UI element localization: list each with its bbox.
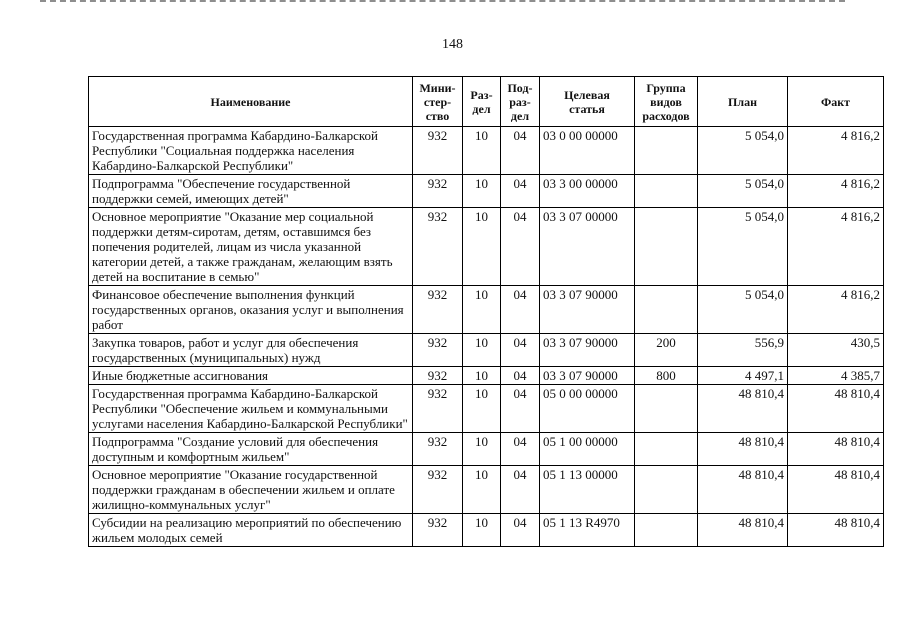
row-plan: 48 810,4 <box>698 466 788 514</box>
row-fact: 48 810,4 <box>788 514 884 547</box>
header-fact: Факт <box>788 77 884 127</box>
row-ministry: 932 <box>413 208 463 286</box>
row-section: 10 <box>463 286 501 334</box>
row-subsection: 04 <box>501 385 540 433</box>
table-row <box>89 208 884 286</box>
row-target: 03 3 07 90000 <box>540 286 635 334</box>
row-section: 10 <box>463 208 501 286</box>
row-name: Иные бюджетные ассигнования <box>89 367 413 385</box>
row-plan: 5 054,0 <box>698 208 788 286</box>
row-target: 05 1 00 00000 <box>540 433 635 466</box>
row-target: 05 1 13 R4970 <box>540 514 635 547</box>
row-target: 03 3 07 00000 <box>540 208 635 286</box>
row-section: 10 <box>463 175 501 208</box>
row-subsection: 04 <box>501 286 540 334</box>
row-target: 03 3 07 90000 <box>540 367 635 385</box>
row-ministry: 932 <box>413 385 463 433</box>
header-name: Наименование <box>89 77 413 127</box>
row-name: Подпрограмма "Создание условий для обеспечения доступным и комфортным жильем" <box>89 433 413 466</box>
table-row <box>89 175 884 208</box>
header-section: Раз- дел <box>463 77 501 127</box>
row-subsection: 04 <box>501 433 540 466</box>
row-plan: 4 497,1 <box>698 367 788 385</box>
row-plan: 48 810,4 <box>698 433 788 466</box>
budget-table <box>88 76 884 547</box>
row-group <box>635 286 698 334</box>
row-group: 200 <box>635 334 698 367</box>
row-section: 10 <box>463 466 501 514</box>
row-fact: 48 810,4 <box>788 385 884 433</box>
header-row <box>89 77 884 127</box>
row-subsection: 04 <box>501 208 540 286</box>
scan-edge-artifact <box>40 0 845 4</box>
row-subsection: 04 <box>501 367 540 385</box>
table-row <box>89 286 884 334</box>
row-subsection: 04 <box>501 466 540 514</box>
table-row <box>89 466 884 514</box>
table-row <box>89 385 884 433</box>
row-fact: 4 816,2 <box>788 127 884 175</box>
table-row <box>89 514 884 547</box>
row-fact: 48 810,4 <box>788 466 884 514</box>
row-target: 05 0 00 00000 <box>540 385 635 433</box>
row-target: 03 3 00 00000 <box>540 175 635 208</box>
row-plan: 556,9 <box>698 334 788 367</box>
row-name: Основное мероприятие "Оказание государственной поддержки гражданам в обеспечении жильем и оплате жилищно-коммунальных услуг" <box>89 466 413 514</box>
row-ministry: 932 <box>413 127 463 175</box>
row-subsection: 04 <box>501 127 540 175</box>
row-ministry: 932 <box>413 433 463 466</box>
row-fact: 430,5 <box>788 334 884 367</box>
row-group: 800 <box>635 367 698 385</box>
page-number: 148 <box>442 37 463 52</box>
row-section: 10 <box>463 127 501 175</box>
row-name: Субсидии на реализацию мероприятий по обеспечению жильем молодых семей <box>89 514 413 547</box>
row-name: Подпрограмма "Обеспечение государственной поддержки семей, имеющих детей" <box>89 175 413 208</box>
header-subsection: Под- раз- дел <box>501 77 540 127</box>
row-group <box>635 208 698 286</box>
row-plan: 5 054,0 <box>698 127 788 175</box>
row-plan: 48 810,4 <box>698 514 788 547</box>
row-name: Государственная программа Кабардино-Балкарской Республики "Социальная поддержка населения Кабардино-Балкарской Республики" <box>89 127 413 175</box>
row-section: 10 <box>463 385 501 433</box>
row-group <box>635 175 698 208</box>
table-row <box>89 367 884 385</box>
row-name: Финансовое обеспечение выполнения функций государственных органов, оказания услуг и выполнения работ <box>89 286 413 334</box>
row-section: 10 <box>463 514 501 547</box>
row-target: 03 3 07 90000 <box>540 334 635 367</box>
row-group <box>635 514 698 547</box>
row-plan: 5 054,0 <box>698 175 788 208</box>
table-row <box>89 127 884 175</box>
row-section: 10 <box>463 334 501 367</box>
row-group <box>635 127 698 175</box>
row-ministry: 932 <box>413 334 463 367</box>
row-name: Основное мероприятие "Оказание мер социальной поддержки детям-сиротам, детям, оставшимся без попечения родителей, лицам из числа указанной категории детей, а также гражданам, желающим взять детей на воспитание в семью" <box>89 208 413 286</box>
row-ministry: 932 <box>413 466 463 514</box>
row-name: Закупка товаров, работ и услуг для обеспечения государственных (муниципальных) нужд <box>89 334 413 367</box>
row-ministry: 932 <box>413 367 463 385</box>
table-row <box>89 334 884 367</box>
row-subsection: 04 <box>501 334 540 367</box>
row-fact: 4 816,2 <box>788 175 884 208</box>
row-ministry: 932 <box>413 514 463 547</box>
row-fact: 4 816,2 <box>788 208 884 286</box>
row-group <box>635 385 698 433</box>
row-target: 05 1 13 00000 <box>540 466 635 514</box>
row-group <box>635 466 698 514</box>
row-subsection: 04 <box>501 175 540 208</box>
row-plan: 48 810,4 <box>698 385 788 433</box>
header-plan: План <box>698 77 788 127</box>
row-fact: 48 810,4 <box>788 433 884 466</box>
row-name: Государственная программа Кабардино-Балкарской Республики "Обеспечение жильем и коммунальными услугами населения Кабардино-Балкарской Республики" <box>89 385 413 433</box>
row-section: 10 <box>463 433 501 466</box>
row-ministry: 932 <box>413 175 463 208</box>
table-row <box>89 433 884 466</box>
row-plan: 5 054,0 <box>698 286 788 334</box>
row-section: 10 <box>463 367 501 385</box>
row-group <box>635 433 698 466</box>
row-fact: 4 816,2 <box>788 286 884 334</box>
row-target: 03 0 00 00000 <box>540 127 635 175</box>
header-group: Группа видов расходов <box>635 77 698 127</box>
header-target: Целевая статья <box>540 77 635 127</box>
row-fact: 4 385,7 <box>788 367 884 385</box>
row-subsection: 04 <box>501 514 540 547</box>
row-ministry: 932 <box>413 286 463 334</box>
header-ministry: Мини- стер- ство <box>413 77 463 127</box>
